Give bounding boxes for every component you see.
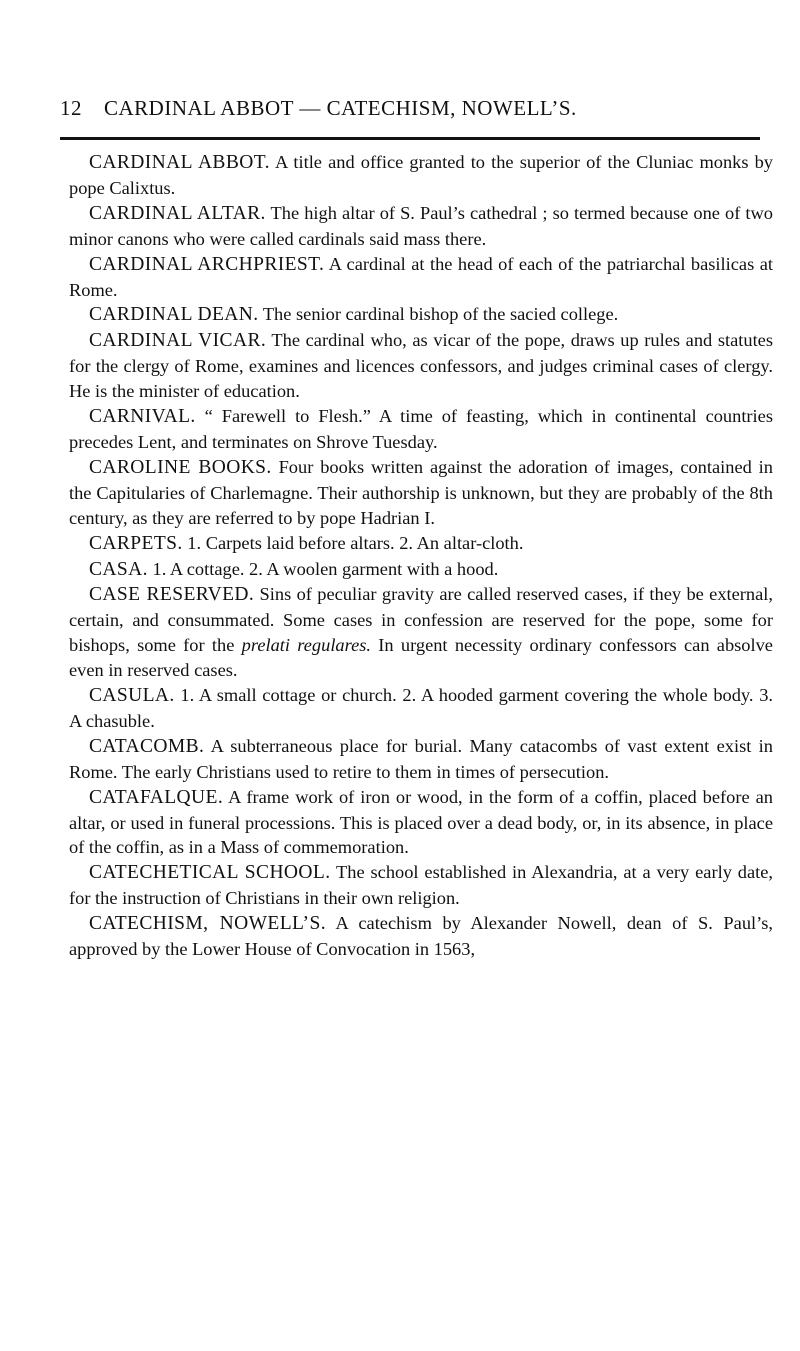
headword: CARNIVAL. — [89, 406, 196, 428]
headword: CATECHETICAL SCHOOL. — [89, 862, 331, 884]
headword: CATAFALQUE. — [89, 786, 224, 808]
running-title: CARDINAL ABBOT — CATECHISM, NOWELL’S. — [104, 96, 577, 120]
entry-caroline-books — [69, 455, 773, 531]
definition: The senior cardinal bishop of the sacied college. — [262, 304, 619, 325]
headword: CATACOMB. — [89, 735, 205, 757]
entry-carnival — [69, 404, 773, 455]
running-head — [60, 96, 760, 121]
entry-catechism-nowells — [69, 911, 773, 962]
dictionary-entries — [69, 150, 773, 962]
definition: A catechism by Alexander Nowell, dean of S. Paul’s, approved by the Lower House of Convocation in 1563, — [69, 913, 773, 960]
definition: “ Farewell to Flesh.” A time of feasting, which in continental countries precedes Lent, and terminates on Shrove Tuesday. — [69, 406, 773, 452]
entry-catafalque — [69, 785, 773, 861]
definition: 1. A cottage. 2. A woolen garment with a hood. — [152, 558, 499, 579]
definition: 1. A small cottage or church. 2. A hooded garment covering the whole body. 3. A chasuble. — [69, 685, 773, 731]
headword: CARPETS. — [89, 532, 183, 554]
definition: The high altar of S. Paul’s cathedral ; so termed because one of two minor canons who were called cardinals said mass there. — [69, 202, 773, 249]
definition: A cardinal at the head of each of the patriarchal basilicas at Rome. — [69, 253, 773, 300]
definition: Sins of peculiar gravity are called reserved cases, if they be external, certain, and consummated. Some cases in confession are reserved for the pope, some for bishops, some for the — [69, 584, 774, 656]
definition: Four books written against the adoration of images, contained in the Capitularies of Charlemagne. Their authorship is unknown, but they are probably of the 8th century, as they are referred to by pope Hadrian I. — [69, 456, 773, 528]
entry-casula — [69, 683, 773, 734]
entry-cardinal-vicar — [69, 328, 773, 404]
entry-catacomb — [69, 734, 773, 785]
headword: CARDINAL ARCHPRIEST. — [89, 253, 325, 275]
headword: CARDINAL ABBOT. — [89, 152, 270, 173]
definition: 1. Carpets laid before altars. 2. An altar-cloth. — [187, 532, 524, 553]
headword: CAROLINE BOOKS. — [89, 456, 272, 478]
definition: The school established in Alexandria, at a very early date, for the instruction of Christians in their own religion. — [69, 862, 773, 909]
headword: CASA. — [89, 558, 148, 580]
definition: The cardinal who, as vicar of the pope, draws up rules and statutes for the clergy of Rome, examines and licences confessors, and judges criminal cases of clergy. He is the minister of education. — [69, 330, 773, 402]
headword: CARDINAL DEAN. — [89, 304, 259, 326]
definition: A subterraneous place for burial. Many catacombs of vast extent exist in Rome. The early Christians used to retire to them in times of persecution. — [69, 735, 773, 782]
page-number: 12 — [60, 96, 82, 120]
entry-case-reserved — [69, 582, 773, 683]
headword: CASULA. — [89, 685, 175, 707]
entry-casa — [69, 557, 773, 583]
entry-cardinal-altar — [69, 201, 773, 252]
headword: CASE RESERVED. — [89, 584, 255, 606]
definition: A frame work of iron or wood, in the form of a coffin, placed before an altar, or used in funeral processions. This is placed over a dead body, or, in its absence, in place of the coffin, as in a Mass of commemoration. — [69, 786, 773, 858]
entry-catechetical-school — [69, 860, 773, 911]
headword: CARDINAL VICAR. — [89, 330, 267, 352]
entry-cardinal-dean — [69, 302, 773, 328]
latin-term: prelati regulares. — [241, 635, 372, 656]
entry-cardinal-abbot — [69, 150, 773, 201]
definition: A title and office granted to the superior of the Cluniac monks by pope Calixtus. — [69, 152, 773, 198]
headword: CARDINAL ALTAR. — [89, 202, 266, 224]
header-rule — [60, 137, 760, 140]
entry-carpets — [69, 531, 773, 557]
definition-continued: In urgent necessity ordinary confessors can absolve even in reserved cases. — [69, 635, 773, 681]
entry-cardinal-archpriest — [69, 252, 773, 303]
headword: CATECHISM, NOWELL’S. — [89, 913, 326, 935]
